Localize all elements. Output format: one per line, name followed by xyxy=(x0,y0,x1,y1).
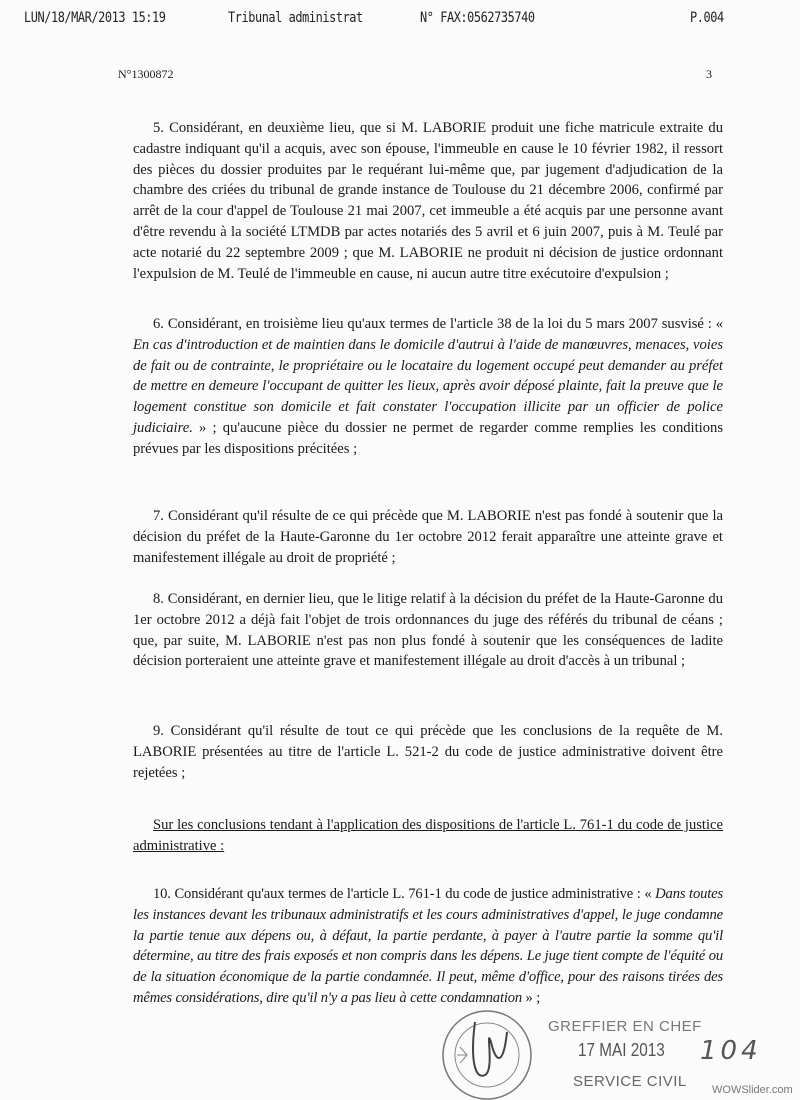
paragraph-9 xyxy=(133,721,723,783)
fax-sender: Tribunal administrat xyxy=(228,10,363,26)
quoted-law: Dans toutes les instances devant les tribunaux administratifs et les cours administratives d'appel, le juge condamne la partie tenue aux dépens ou, à défaut, la partie perdante, à payer à l'autre partie la somme qu'il détermine, au titre des frais exposés et non compris dans les dépens. Le juge tient compte de l'équité ou de la situation économique de la partie condamnée. Il peut, même d'office, pour des raisons tirées des mêmes considérations, dire qu'il n'y a pas lieu à cette condamnation xyxy=(133,886,723,1006)
paragraph-text: 9. Considérant qu'il résulte de tout ce qui précède que les conclusions de la requête de M. LABORIE présentées au titre de l'article L. 521-2 du code de justice administrative doivent être rejetées ; xyxy=(133,723,723,781)
stamp-date: 17 MAI 2013 xyxy=(578,1040,665,1060)
case-number: N°1300872 xyxy=(118,67,174,81)
watermark: WOWSlider.com xyxy=(712,1084,793,1096)
paragraph-6 xyxy=(133,314,723,460)
heading-text: Sur les conclusions tendant à l'application des dispositions de l'article L. 761-1 du code de justice administrative : xyxy=(133,817,723,854)
court-seal-stamp xyxy=(425,1000,550,1100)
paragraph-text: 7. Considérant qu'il résulte de ce qui précède que M. LABORIE n'est pas fondé à soutenir que la décision du préfet de la Haute-Garonne du 1er octobre 2012 ferait apparaître une atteinte grave et manifestement illégale au droit de propriété ; xyxy=(133,508,723,566)
handwritten-number: 104 xyxy=(700,1036,762,1066)
paragraph-text: » ; qu'aucune pièce du dossier ne permet de regarder comme remplies les conditions prévues par les dispositions précitées ; xyxy=(133,419,723,457)
paragraph-text: » ; xyxy=(522,989,541,1006)
fax-number: N° FAX:0562735740 xyxy=(420,10,535,26)
greffier-stamp: GREFFIER EN CHEF xyxy=(548,1018,702,1035)
paragraph-5 xyxy=(133,118,723,284)
paragraph-text: 8. Considérant, en dernier lieu, que le litige relatif à la décision du préfet de la Haute-Garonne du 1er octobre 2012 a déjà fait l'objet de trois ordonnances du juge des référés du tribunal de céans ; que, par suite, M. LABORIE n'est pas non plus fondé à soutenir que les conséquences de ladite décision porteraient une atteinte grave et manifestement illégale au droit d'accès à un tribunal ; xyxy=(133,591,723,670)
paragraph-text: 10. Considérant qu'aux termes de l'article L. 761-1 du code de justice administrative : « xyxy=(153,886,656,902)
service-stamp: SERVICE CIVIL xyxy=(573,1073,687,1090)
paragraph-7 xyxy=(133,506,723,568)
section-heading xyxy=(133,815,723,857)
paragraph-8 xyxy=(133,589,723,672)
page-number: 3 xyxy=(706,67,712,81)
paragraph-10 xyxy=(133,884,723,1009)
paragraph-text: 6. Considérant, en troisième lieu qu'aux termes de l'article 38 de la loi du 5 mars 2007 susvisé : « xyxy=(153,316,723,332)
fax-datetime: LUN/18/MAR/2013 15:19 xyxy=(24,10,166,26)
paragraph-text: 5. Considérant, en deuxième lieu, que si M. LABORIE produit une fiche matricule extraite du cadastre indiquant qu'il a acquis, avec son épouse, l'immeuble en cause le 10 février 1982, il ressort des pièces du dossier produites par le requérant lui-même que, par jugement d'adjudication de la chambre des criées du tribunal de grande instance de Toulouse du 21 décembre 2006, confirmé par arrêt de la cour d'appel de Toulouse 21 mai 2007, cet immeuble a été acquis par une personne avant d'être revendu à la société LTMDB par actes notariés des 5 avril et 6 juin 2007, puis à M. Teulé par acte notarié du 22 septembre 2009 ; que M. LABORIE ne produit ni décision de justice ordonnant l'expulsion de M. Teulé de l'immeuble en cause, ni aucun autre titre exécutoire d'expulsion ; xyxy=(133,120,723,282)
fax-page: P.004 xyxy=(690,10,724,26)
quoted-law: En cas d'introduction et de maintien dans le domicile d'autrui à l'aide de manœuvres, menaces, voies de fait ou de contrainte, le propriétaire ou le locataire du logement occupé peut demander au préfet de mettre en demeure l'occupant de quitter les lieux, après avoir déposé plainte, fait la preuve que le logement constitue son domicile et fait constater l'occupation illicite par un officier de police judiciaire. xyxy=(133,336,723,436)
